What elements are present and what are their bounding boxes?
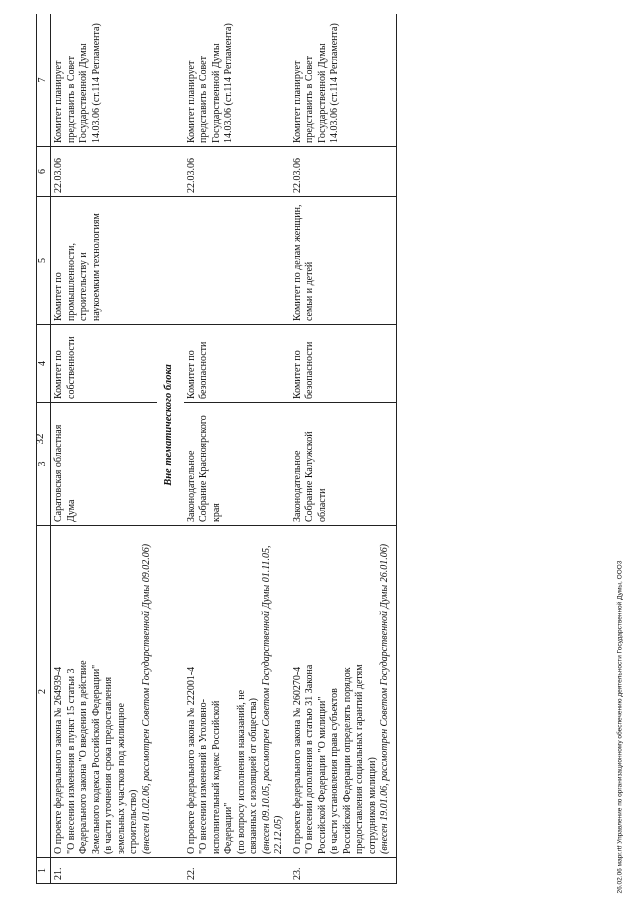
row-number: 22. (184, 858, 290, 884)
project-title: О проекте федерального закона № 222001-4 (185, 666, 197, 854)
document-page (36, 14, 618, 884)
project-line: (по вопросу исполнения наказаний, не (235, 689, 247, 854)
header-row (37, 14, 51, 884)
header-cell: 5 (37, 197, 51, 325)
project-cell (184, 526, 290, 858)
project-line: (в части уточнения срока предоставления (103, 676, 114, 854)
project-line: Российской Федерации "О милиции" (316, 696, 328, 854)
project-line: сотрудников милиции) (366, 757, 378, 854)
co-committee-cell: Комитет по промышленности, строительству и наукоемким технологиям (51, 197, 158, 325)
initiator-cell: Саратовская областная Дума (51, 403, 158, 526)
header-cell: 7 (37, 14, 51, 147)
header-cell: 1 (37, 858, 51, 884)
committee-cell: Комитет по собственности (51, 325, 158, 403)
date-cell: 22.03.06 (290, 147, 397, 197)
page-number: 32 (34, 433, 46, 445)
rotated-content (36, 14, 618, 884)
header-cell: 3 (37, 403, 51, 526)
project-cell (290, 526, 397, 858)
footer-text: 26.02.06 марг.rtf Управление по организационному обеспечению деятельности Государственной Думы, ООО3 (616, 560, 624, 894)
date-cell: 22.03.06 (51, 147, 158, 197)
project-note: (внесен 01.02.06, рассмотрен Советом Государственной Думы 09.02.06) (140, 543, 152, 854)
project-line: "О внесении изменения в пункт 15 статьи 3 (65, 668, 77, 854)
project-line: земельных участков под жилищное (115, 703, 127, 854)
header-cell: 6 (37, 147, 51, 197)
committee-cell: Комитет по безопасности (184, 325, 290, 403)
table-row (51, 14, 158, 884)
table-row (290, 14, 397, 884)
committee-cell: Комитет по безопасности (290, 325, 397, 403)
project-line: "О внесении дополнения в статью 31 Закона (304, 664, 315, 854)
block-title-row (157, 14, 184, 884)
project-line: строительство) (128, 789, 139, 854)
project-title: О проекте федерального закона № 260270-4 (291, 666, 303, 854)
block-title: Вне тематического блока (157, 325, 184, 526)
project-note: (внесен 19.01.06, рассмотрен Советом Государственной Думы 26.01.06) (379, 543, 390, 854)
project-line: исполнительный кодекс Российской (210, 700, 222, 854)
initiator-cell: Законодательное Собрание Калужской области (290, 403, 397, 526)
table-row (184, 14, 290, 884)
project-note: (внесен 09.10.05, рассмотрен Советом Государственной Думы 01.11.05, 22.12.05) (260, 545, 284, 854)
project-line: Российской Федерации определять порядок (341, 667, 353, 854)
header-cell: 4 (37, 325, 51, 403)
project-line: Федерации" (223, 802, 234, 854)
header-cell: 2 (37, 526, 51, 858)
project-line: связанных с изоляцией от общества) (248, 698, 259, 854)
row-number: 21. (51, 858, 158, 884)
project-cell (51, 526, 158, 858)
project-line: Земельного кодекса Российской Федерации" (90, 664, 102, 854)
note-cell: Комитет планирует представить в Совет Государственной Думы 14.03.06 (ст.114 Регламента) (184, 14, 290, 147)
note-cell: Комитет планирует представить в Совет Государственной Думы 14.03.06 (ст.114 Регламента) (290, 14, 397, 147)
row-number: 23. (290, 858, 397, 884)
co-committee-cell (184, 197, 290, 325)
project-line: предоставления социальных гарантий детям (354, 664, 365, 854)
date-cell: 22.03.06 (184, 147, 290, 197)
project-line: (в части установления права субъектов (329, 688, 340, 854)
co-committee-cell: Комитет по делам женщин, семьи и детей (290, 197, 397, 325)
initiator-cell: Законодательное Собрание Красноярского края (184, 403, 290, 526)
note-cell: Комитет планирует представить в Совет Государственной Думы 14.03.06 (ст.114 Регламента) (51, 14, 158, 147)
project-title: О проекте федерального закона № 264939-4 (53, 666, 64, 854)
project-line: Федерального закона "О введении в действие (78, 660, 89, 854)
project-line: "О внесении изменений в Уголовно- (198, 699, 209, 854)
bills-table (36, 14, 397, 884)
